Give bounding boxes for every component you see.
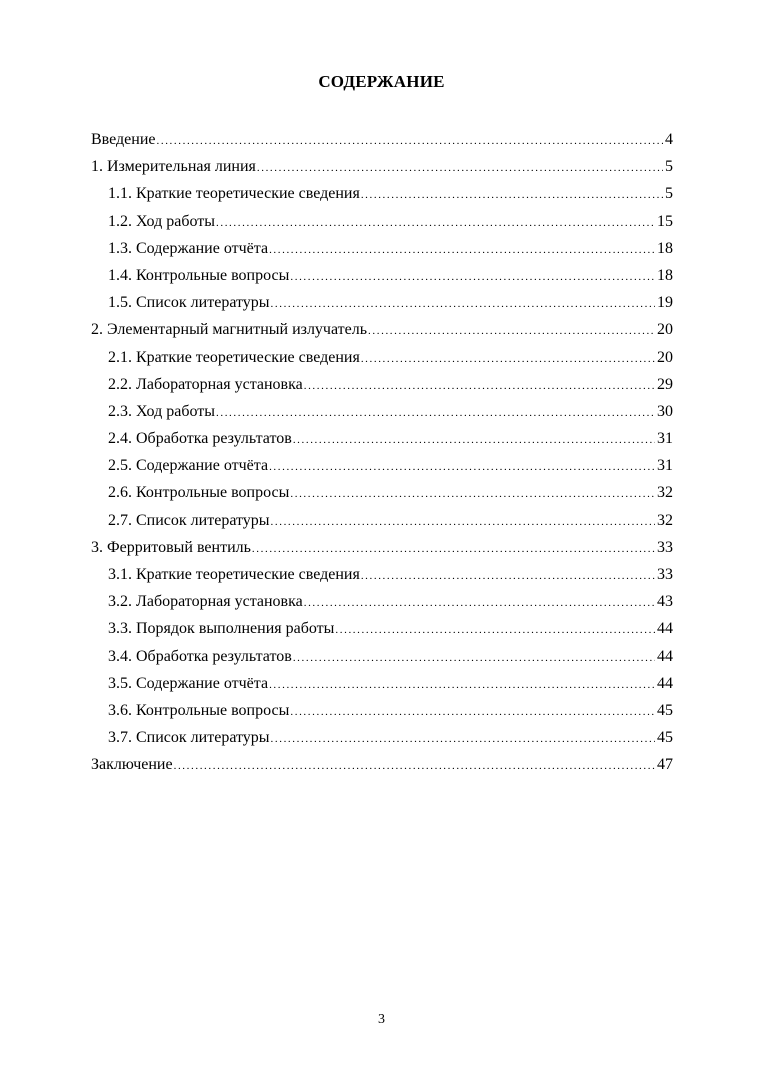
- toc-entry: [91, 724, 673, 751]
- toc-entry-label: 2.2. Лабораторная установка: [108, 375, 303, 393]
- toc-entry-page: 4: [665, 131, 673, 148]
- toc-entry-page: 19: [657, 294, 673, 312]
- toc-dot-leader: [293, 427, 655, 454]
- toc-entry-label: 3.1. Краткие теоретические сведения: [108, 566, 360, 583]
- toc-entry-page: 47: [657, 756, 673, 774]
- toc-entry: [91, 371, 673, 398]
- toc-entry: [91, 398, 673, 425]
- toc-entry-page: 15: [657, 212, 673, 230]
- toc-entry: [91, 615, 673, 642]
- toc-entry-label: 1.1. Краткие теоретические сведения: [108, 185, 360, 203]
- toc-dot-leader: [269, 672, 655, 699]
- toc-entry: [91, 751, 673, 778]
- toc-entry-page: 44: [657, 647, 673, 665]
- toc-entry-label: 2.1. Краткие теоретические сведения: [108, 348, 360, 366]
- toc-entry-page: 44: [657, 674, 673, 692]
- toc-entry-label: 2.7. Список литературы: [108, 511, 270, 529]
- toc-entry: [91, 208, 673, 235]
- toc-entry-page: 32: [657, 511, 673, 529]
- toc-entry-page: 45: [657, 701, 673, 719]
- toc-dot-leader: [271, 726, 655, 753]
- toc-entry: [91, 452, 673, 479]
- toc-entry: [91, 153, 673, 180]
- toc-dot-leader: [216, 400, 655, 427]
- toc-entry-page: 20: [657, 348, 673, 366]
- toc-dot-leader: [271, 509, 655, 536]
- toc-entry-label: 3.5. Содержание отчёта: [108, 674, 269, 692]
- toc-entry-label: 1.3. Содержание отчёта: [108, 239, 269, 257]
- toc-entry: [91, 262, 673, 289]
- toc-entry: [91, 561, 673, 588]
- toc-entry-label: Заключение: [91, 756, 173, 774]
- toc-entry-page: 33: [657, 566, 673, 583]
- toc-entry: [91, 126, 673, 153]
- toc-entry-label: 3.2. Лабораторная установка: [108, 593, 303, 611]
- table-of-contents: [91, 126, 673, 779]
- toc-entry: [91, 289, 673, 316]
- toc-dot-leader: [252, 536, 655, 563]
- toc-entry: [91, 507, 673, 534]
- toc-entry-label: Введение: [91, 131, 156, 148]
- toc-entry-page: 31: [657, 457, 673, 475]
- toc-dot-leader: [361, 563, 655, 590]
- page-title: СОДЕРЖАНИЕ: [318, 72, 445, 91]
- toc-dot-leader: [269, 237, 655, 264]
- toc-entry-page: 32: [657, 484, 673, 502]
- toc-dot-leader: [304, 373, 655, 400]
- toc-entry-label: 2.5. Содержание отчёта: [108, 457, 269, 475]
- toc-entry-page: 5: [665, 158, 673, 176]
- toc-entry-page: 43: [657, 593, 673, 611]
- toc-entry-label: 2.6. Контрольные вопросы: [108, 484, 290, 502]
- toc-entry-label: 3.4. Обработка результатов: [108, 647, 292, 665]
- toc-entry-page: 30: [657, 402, 673, 420]
- toc-dot-leader: [269, 454, 655, 481]
- toc-entry: [91, 425, 673, 452]
- toc-entry-label: 3.3. Порядок выполнения работы: [108, 620, 335, 638]
- toc-entry-label: 3.6. Контрольные вопросы: [108, 701, 290, 719]
- toc-entry: [91, 643, 673, 670]
- page-number: 3: [378, 1012, 385, 1027]
- toc-entry-page: 33: [657, 538, 673, 556]
- toc-entry-label: 1. Измерительная линия: [91, 158, 256, 176]
- toc-dot-leader: [257, 155, 663, 182]
- toc-entry: [91, 316, 673, 343]
- toc-entry: [91, 344, 673, 371]
- toc-dot-leader: [157, 128, 664, 155]
- toc-entry-label: 1.4. Контрольные вопросы: [108, 266, 290, 284]
- toc-entry: [91, 180, 673, 207]
- toc-entry-page: 18: [657, 266, 673, 284]
- toc-entry-page: 20: [657, 321, 673, 339]
- toc-dot-leader: [174, 753, 655, 780]
- toc-entry-page: 29: [657, 375, 673, 393]
- toc-entry: [91, 588, 673, 615]
- toc-dot-leader: [368, 318, 655, 345]
- toc-dot-leader: [335, 617, 655, 644]
- toc-entry-label: 3. Ферритовый вентиль: [91, 538, 251, 556]
- toc-entry-label: 2.4. Обработка результатов: [108, 430, 292, 448]
- toc-entry-page: 31: [657, 430, 673, 448]
- toc-entry-page: 45: [657, 729, 673, 747]
- toc-dot-leader: [293, 645, 655, 672]
- toc-entry: [91, 534, 673, 561]
- toc-entry: [91, 670, 673, 697]
- toc-dot-leader: [290, 481, 655, 508]
- toc-dot-leader: [361, 346, 655, 373]
- toc-entry-label: 1.2. Ход работы: [108, 212, 215, 230]
- toc-entry-page: 44: [657, 620, 673, 638]
- toc-dot-leader: [290, 699, 655, 726]
- toc-entry-page: 5: [665, 185, 673, 203]
- toc-entry-label: 2.3. Ход работы: [108, 402, 215, 420]
- toc-entry-page: 18: [657, 239, 673, 257]
- toc-entry-label: 2. Элементарный магнитный излучатель: [91, 321, 368, 339]
- toc-dot-leader: [304, 590, 655, 617]
- toc-dot-leader: [361, 182, 663, 209]
- toc-dot-leader: [290, 264, 655, 291]
- toc-entry: [91, 235, 673, 262]
- toc-entry: [91, 697, 673, 724]
- toc-dot-leader: [271, 291, 655, 318]
- toc-entry-label: 1.5. Список литературы: [108, 294, 270, 312]
- toc-entry-label: 3.7. Список литературы: [108, 729, 270, 747]
- toc-dot-leader: [216, 210, 655, 237]
- toc-entry: [91, 479, 673, 506]
